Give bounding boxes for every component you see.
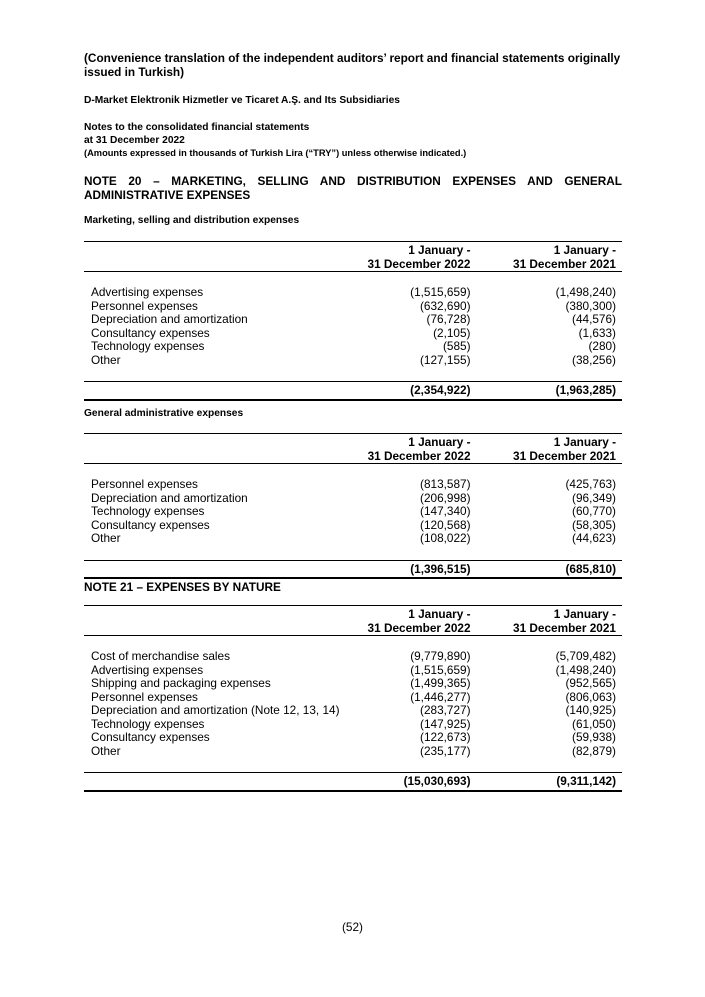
value-2022: (122,673) bbox=[420, 730, 471, 744]
col-2022-line1: 1 January - bbox=[408, 435, 471, 449]
table-row bbox=[84, 650, 622, 664]
value-2022: (1,515,659) bbox=[410, 662, 471, 677]
row-label: Depreciation and amortization bbox=[91, 490, 248, 505]
value-2022: (1,446,277) bbox=[410, 689, 471, 704]
value-2021: (1,498,240) bbox=[555, 285, 616, 299]
table-header-row bbox=[84, 434, 622, 464]
total-2021: (1,963,285) bbox=[555, 383, 616, 397]
value-2021: (96,349) bbox=[572, 490, 616, 505]
row-label: Consultancy expenses bbox=[91, 730, 210, 744]
table-row bbox=[84, 478, 622, 492]
value-2021: (44,576) bbox=[572, 312, 616, 326]
row-label: Personnel expenses bbox=[91, 477, 198, 491]
value-2021: (380,300) bbox=[565, 298, 616, 313]
row-label: Other bbox=[91, 743, 121, 758]
value-2022: (147,925) bbox=[420, 716, 471, 731]
row-label: Personnel expenses bbox=[91, 298, 198, 313]
table-row bbox=[84, 300, 622, 314]
company-name: D-Market Elektronik Hizmetler ve Ticaret A.Ş. and Its Subsidiaries bbox=[84, 95, 400, 106]
col-2021-line2: 31 December 2021 bbox=[513, 448, 616, 463]
table-row bbox=[84, 505, 622, 519]
table-header-row bbox=[84, 606, 622, 636]
value-2021: (806,063) bbox=[565, 689, 616, 704]
row-label: Technology expenses bbox=[91, 504, 205, 518]
value-2021: (59,938) bbox=[572, 730, 616, 744]
value-2022: (585) bbox=[442, 339, 471, 353]
value-2022: (120,568) bbox=[420, 517, 471, 532]
row-label: Other bbox=[91, 352, 121, 367]
value-2021: (5,709,482) bbox=[555, 649, 616, 663]
col-2021-line1: 1 January - bbox=[553, 435, 616, 449]
table-row bbox=[84, 519, 622, 533]
col-2021-line1: 1 January - bbox=[553, 243, 616, 257]
value-2022: (127,155) bbox=[420, 352, 471, 367]
row-label: Cost of merchandise sales bbox=[91, 649, 231, 663]
page-number: (52) bbox=[342, 920, 363, 934]
row-label: Advertising expenses bbox=[91, 662, 204, 677]
value-2022: (235,177) bbox=[420, 743, 471, 758]
value-2021: (61,050) bbox=[572, 716, 616, 731]
row-label: Shipping and packaging expenses bbox=[91, 676, 271, 690]
value-2022: (108,022) bbox=[420, 531, 471, 545]
row-label: Depreciation and amortization bbox=[91, 312, 248, 326]
col-2021-line2: 31 December 2021 bbox=[513, 256, 616, 271]
total-2021: (685,810) bbox=[565, 561, 616, 576]
total-row bbox=[84, 561, 622, 578]
row-label: Consultancy expenses bbox=[91, 325, 210, 340]
row-label: Depreciation and amortization (Note 12, 13, 14) bbox=[91, 703, 340, 717]
note21-title: NOTE 21 – EXPENSES BY NATURE bbox=[84, 580, 281, 594]
total-row bbox=[84, 382, 622, 399]
value-2021: (425,763) bbox=[565, 477, 616, 491]
note20-title-line1: NOTE 20 – MARKETING, SELLING AND DISTRIBUTION EXPENSES AND GENERAL bbox=[84, 174, 622, 188]
table-row bbox=[84, 731, 622, 745]
table-row bbox=[84, 340, 622, 354]
value-2021: (952,565) bbox=[565, 676, 616, 690]
col-2022-line2: 31 December 2022 bbox=[367, 256, 471, 271]
col-2022-line1: 1 January - bbox=[408, 243, 471, 257]
value-2022: (147,340) bbox=[420, 504, 471, 518]
table-row bbox=[84, 691, 622, 705]
col-2022-header bbox=[344, 434, 471, 464]
col-2021-header bbox=[471, 434, 622, 464]
col-2022-header bbox=[344, 242, 471, 272]
value-2022: (632,690) bbox=[420, 298, 471, 313]
value-2022: (76,728) bbox=[426, 312, 471, 326]
col-2022-line2: 31 December 2022 bbox=[367, 448, 471, 463]
value-2021: (82,879) bbox=[572, 743, 616, 758]
value-2022: (283,727) bbox=[420, 703, 471, 717]
amounts-note: (Amounts expressed in thousands of Turkish Lira (“TRY”) unless otherwise indicated.) bbox=[84, 148, 467, 158]
value-2021: (44,623) bbox=[572, 531, 616, 545]
value-2021: (1,498,240) bbox=[555, 662, 616, 677]
total-2022: (15,030,693) bbox=[403, 774, 471, 788]
value-2022: (1,515,659) bbox=[410, 285, 471, 299]
table-row bbox=[84, 718, 622, 732]
total-2021: (9,311,142) bbox=[556, 774, 616, 788]
table-row bbox=[84, 532, 622, 546]
table-row bbox=[84, 677, 622, 691]
col-2021-header bbox=[471, 606, 622, 636]
col-2022-line1: 1 January - bbox=[408, 607, 471, 621]
value-2021: (58,305) bbox=[572, 517, 616, 532]
value-2022: (2,105) bbox=[433, 325, 471, 340]
marketing-heading: Marketing, selling and distribution expenses bbox=[84, 215, 300, 226]
value-2021: (38,256) bbox=[572, 352, 616, 367]
row-label: Technology expenses bbox=[91, 339, 205, 353]
table-row bbox=[84, 286, 622, 300]
value-2021: (140,925) bbox=[565, 703, 616, 717]
total-2022: (1,396,515) bbox=[410, 561, 471, 576]
table-row bbox=[84, 313, 622, 327]
col-2021-line2: 31 December 2021 bbox=[513, 620, 616, 635]
value-2022: (9,779,890) bbox=[410, 649, 471, 663]
row-label: Consultancy expenses bbox=[91, 517, 210, 532]
row-label: Personnel expenses bbox=[91, 689, 198, 704]
value-2022: (1,499,365) bbox=[410, 676, 471, 690]
table-row bbox=[84, 745, 622, 759]
expenses-by-nature-table bbox=[84, 605, 622, 792]
total-row bbox=[84, 773, 622, 790]
row-label: Other bbox=[91, 531, 121, 545]
translation-note: (Convenience translation of the independent auditors’ report and financial statements originally issued in Turkish) bbox=[84, 51, 621, 79]
col-2022-header bbox=[344, 606, 471, 636]
general-admin-heading: General administrative expenses bbox=[84, 408, 244, 419]
value-2022: (206,998) bbox=[420, 490, 471, 505]
col-2021-header bbox=[471, 242, 623, 272]
marketing-table bbox=[84, 241, 622, 401]
note20-title-line2: ADMINISTRATIVE EXPENSES bbox=[84, 188, 251, 202]
statement-date: at 31 December 2022 bbox=[84, 135, 185, 146]
col-2021-line1: 1 January - bbox=[553, 607, 616, 621]
row-label: Advertising expenses bbox=[91, 285, 204, 299]
value-2021: (60,770) bbox=[572, 504, 616, 518]
notes-title: Notes to the consolidated financial statements bbox=[84, 122, 310, 133]
row-label: Technology expenses bbox=[91, 716, 205, 731]
table-row bbox=[84, 704, 622, 718]
col-2022-line2: 31 December 2022 bbox=[367, 620, 471, 635]
general-admin-table bbox=[84, 433, 622, 579]
value-2021: (1,633) bbox=[578, 325, 616, 340]
value-2021: (280) bbox=[588, 339, 616, 353]
table-row bbox=[84, 354, 622, 368]
total-2022: (2,354,922) bbox=[410, 383, 471, 397]
value-2022: (813,587) bbox=[420, 477, 471, 491]
table-header-row bbox=[84, 242, 622, 272]
table-row bbox=[84, 492, 622, 506]
table-row bbox=[84, 327, 622, 341]
table-row bbox=[84, 664, 622, 678]
